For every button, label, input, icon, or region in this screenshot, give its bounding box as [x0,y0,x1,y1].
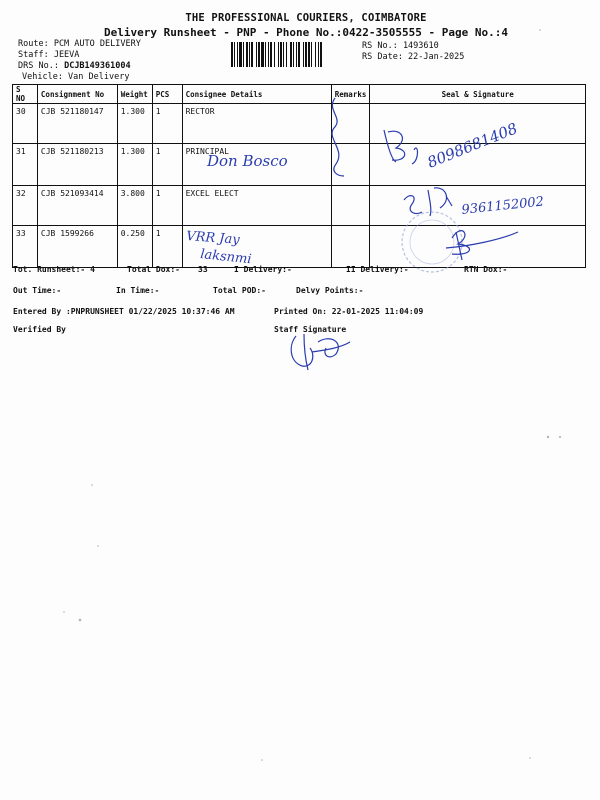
cell-seal [370,104,586,144]
cell-consignee: EXCEL ELECT [182,186,331,226]
cell-sno: 30 [13,104,38,144]
total-pod: Total POD:- [213,286,266,295]
barcode-bar [298,42,300,67]
route: Route: PCM AUTO DELIVERY [18,39,141,49]
runsheet-table [12,84,586,268]
cell-pcs: 1 [152,104,182,144]
cell-consignment: CJB 521093414 [37,186,117,226]
barcode-bar [315,42,316,67]
barcode-bar [234,42,235,67]
barcode-bar [308,42,310,67]
name-row31: Don Bosco [207,152,288,170]
header-weight: Weight [117,85,152,104]
cell-consignment: CJB 1599266 [37,226,117,268]
rs-number: RS No.: 1493610 [362,41,439,51]
barcode-bar [274,42,275,67]
barcode-bar [237,42,238,67]
barcode-bar [239,42,242,67]
cell-remarks [331,104,370,144]
cell-remarks [331,186,370,226]
vehicle: Vehicle: Van Delivery [22,72,130,82]
cell-sno: 33 [13,226,38,268]
drs-number [18,61,131,71]
header-consignment: Consignment No [37,85,117,104]
barcode-bar [293,42,294,67]
barcode-bar [261,42,264,67]
table-row [13,186,586,226]
cell-weight: 1.300 [117,144,152,186]
cell-pcs: 1 [152,186,182,226]
total-dox: Total Dox:- [127,265,180,274]
staff-signature-mark [291,334,350,370]
barcode-bar [311,42,312,67]
barcode-bar [278,42,279,67]
cell-seal [370,226,586,268]
rs-date: RS Date: 22-Jan-2025 [362,52,465,62]
cell-pcs: 1 [152,144,182,186]
delvy-points: Delvy Points:- [296,286,364,295]
barcode-bar [249,42,250,67]
cell-remarks [331,226,370,268]
table-row [13,104,586,144]
cell-weight: 3.800 [117,186,152,226]
barcode-bar [256,42,257,67]
barcode-bar [290,42,292,67]
rtn-dox: RTN Dox:- [464,265,508,274]
phone-row30: 8098681408 [424,119,520,172]
staff: Staff: JEEVA [18,50,80,60]
drs-value: DCJB149361004 [64,61,131,71]
ii-delivery: II Delivery:- [346,265,409,274]
cell-consignment: CJB 521180147 [37,104,117,144]
barcode-bar [246,42,248,67]
drs-label: DRS No.: [18,61,59,71]
barcode-bar [268,42,269,67]
header-pcs: PCS [152,85,182,104]
barcode-bar [270,42,272,67]
barcode-bar [251,42,253,67]
cell-remarks [331,144,370,186]
table-row [13,144,586,186]
header-sno: S NO [13,85,38,104]
cell-seal [370,186,586,226]
runsheet-title: Delivery Runsheet - PNP - Phone No.:0422-3505555 - Page No.:4 [104,26,508,39]
header-consignee: Consignee Details [182,85,331,104]
company-title: THE PROFESSIONAL COURIERS, COIMBATORE [185,12,427,24]
entered-by: Entered By :PNPRUNSHEET 01/22/2025 10:37:46 AM [13,307,235,316]
printed-on: Printed On: 22-01-2025 11:04:09 [274,307,424,316]
i-delivery: I Delivery:- [234,265,292,274]
barcode [231,42,356,67]
cell-consignee: RECTOR [182,104,331,144]
barcode-bar [320,42,322,67]
cell-consignment: CJB 521180213 [37,144,117,186]
barcode-bar [280,42,282,67]
table-header-row [13,85,586,104]
cell-sno: 31 [13,144,38,186]
phone-row32: 9361152002 [460,194,545,218]
header-seal: Seal & Signature [370,85,586,104]
staff-signature-label: Staff Signature [274,325,347,334]
barcode-bar [296,42,297,67]
cell-weight: 1.300 [117,104,152,144]
barcode-bar [243,42,244,67]
barcode-bar [258,42,260,67]
verified-by: Verified By [13,325,66,334]
barcode-bar [283,42,284,67]
barcode-bar [231,42,233,67]
cell-weight: 0.250 [117,226,152,268]
cell-seal [370,144,586,186]
total-runsheet: Tot. Runsheet:- 4 [13,265,95,274]
header-remarks: Remarks [331,85,370,104]
name-row33-line1: VRR Jay [185,229,241,248]
total-dox-value: 33 [198,265,208,274]
table-row [13,226,586,268]
cell-pcs: 1 [152,226,182,268]
barcode-bar [305,42,307,67]
barcode-bar [286,42,287,67]
name-row33-line2: laksnmi [199,247,253,268]
barcode-bar [318,42,319,67]
barcode-bar [303,42,304,67]
cell-consignee [182,226,331,268]
cell-sno: 32 [13,186,38,226]
cell-consignee: PRINCIPAL [182,144,331,186]
barcode-bar [265,42,266,67]
in-time: In Time:- [116,286,160,295]
out-time: Out Time:- [13,286,62,295]
